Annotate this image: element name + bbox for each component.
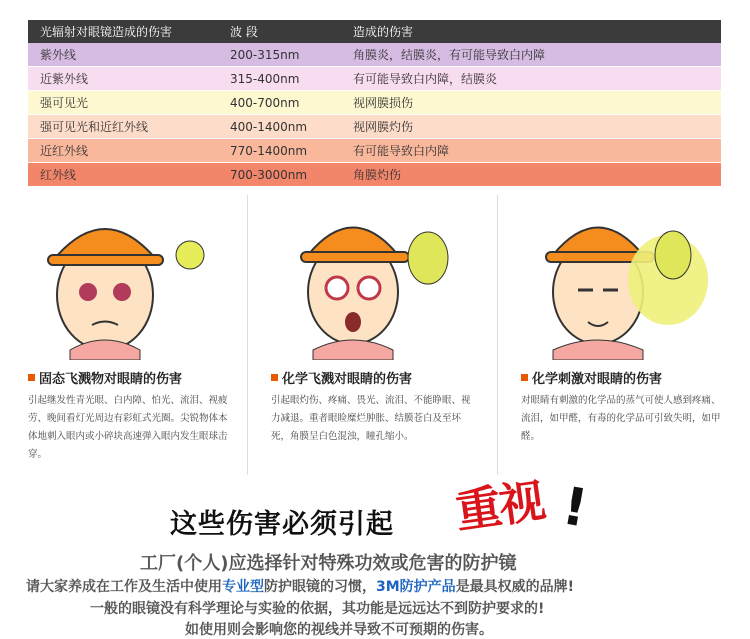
table-cell-type: 红外线 bbox=[40, 168, 77, 182]
table-cell-type: 近紫外线 bbox=[40, 72, 89, 86]
table-cell-band: 400-700nm bbox=[230, 95, 300, 110]
worker-chemical-irritation-illustration bbox=[503, 200, 733, 360]
slogan-line-5: 如使用则会影响您的视线并导致不可预期的伤害。 bbox=[185, 622, 493, 638]
table-header bbox=[28, 20, 721, 43]
table-cell-damage: 视网膜损伤 bbox=[353, 96, 414, 110]
table-cell-damage: 角膜炎，结膜炎，有可能导致白内障 bbox=[353, 48, 546, 62]
orange-bullet-icon bbox=[271, 374, 278, 381]
exclamation-mark: ! bbox=[557, 476, 592, 540]
line3-part: 是最具权威的品牌! bbox=[455, 579, 575, 595]
table-cell-band: 315-400nm bbox=[230, 71, 300, 86]
worker-solid-splash-illustration bbox=[10, 200, 240, 360]
header-damage: 造成的伤害 bbox=[353, 25, 414, 39]
line3-part: 防护眼镜的习惯， bbox=[264, 579, 376, 595]
table-cell-band: 200-315nm bbox=[230, 47, 300, 62]
panel-title: 化学刺激对眼睛的伤害 bbox=[532, 372, 663, 387]
panel-title: 固态飞溅物对眼睛的伤害 bbox=[39, 372, 183, 387]
slogan-line-2: 工厂(个人)应选择针对特殊功效或危害的防护镜 bbox=[140, 553, 517, 574]
panel-description: 引起继发性青光眼、白内障、怕光、流泪、视疲劳、晚间看灯光周边有彩虹式光圈。尖锐物体本体地刺入眼内或小碎块高速弹入眼内发生眼球击穿。 bbox=[28, 395, 228, 460]
panel-chemical-splash bbox=[253, 200, 483, 490]
table-row bbox=[28, 115, 721, 139]
table-row bbox=[28, 91, 721, 115]
table-row bbox=[28, 67, 721, 91]
orange-bullet-icon bbox=[521, 374, 528, 381]
table-cell-type: 紫外线 bbox=[40, 48, 77, 62]
panel-chemical-irritation bbox=[503, 200, 733, 490]
header-band: 波 段 bbox=[230, 25, 258, 39]
stamp-emphasis: 重视 bbox=[452, 473, 547, 539]
table-cell-damage: 有可能导致白内障，结膜炎 bbox=[353, 72, 498, 86]
orange-bullet-icon bbox=[28, 374, 35, 381]
table-row bbox=[28, 43, 721, 67]
table-cell-type: 强可见光和近红外线 bbox=[40, 120, 149, 134]
table-cell-type: 近红外线 bbox=[40, 144, 89, 158]
radiation-table bbox=[28, 20, 721, 187]
panel-solid-splash bbox=[10, 200, 240, 490]
table-cell-damage: 角膜灼伤 bbox=[353, 168, 402, 182]
table-cell-type: 强可见光 bbox=[40, 96, 89, 110]
table-cell-damage: 视网膜灼伤 bbox=[353, 120, 414, 134]
slogan-line-4: 一般的眼镜没有科学理论与实验的依据，其功能是远远达不到防护要求的! bbox=[90, 601, 545, 617]
line3-highlight: 专业型 bbox=[222, 579, 264, 595]
table-row bbox=[28, 139, 721, 163]
panel-title: 化学飞溅对眼睛的伤害 bbox=[282, 372, 413, 387]
panel-description: 引起眼灼伤、疼痛、畏光、流泪、不能睁眼、视力减退。重者眼睑糜烂肿胀、结膜苍白及至坏死，角膜呈白色混浊，瞳孔缩小。 bbox=[271, 395, 471, 442]
worker-chemical-splash-illustration bbox=[253, 200, 483, 360]
line3-part: 请大家养成在工作及生活中使用 bbox=[26, 579, 222, 595]
divider bbox=[247, 195, 248, 475]
slogan-main: 这些伤害必须引起 bbox=[170, 509, 394, 540]
table-cell-band: 770-1400nm bbox=[230, 143, 308, 158]
header-source: 光辐射对眼镜造成的伤害 bbox=[40, 25, 173, 39]
slogan-line-3 bbox=[26, 576, 574, 596]
table-row bbox=[28, 163, 721, 187]
table-cell-band: 700-3000nm bbox=[230, 167, 308, 182]
line3-highlight: 3M防护产品 bbox=[376, 579, 456, 595]
divider bbox=[497, 195, 498, 475]
table-cell-band: 400-1400nm bbox=[230, 119, 308, 134]
table-cell-damage: 有可能导致白内障 bbox=[353, 144, 450, 158]
panel-description: 对眼睛有刺激的化学品的蒸气可使人感到疼痛、流泪，如甲醛，有毒的化学品可引致失明，如甲醛。 bbox=[521, 395, 721, 442]
